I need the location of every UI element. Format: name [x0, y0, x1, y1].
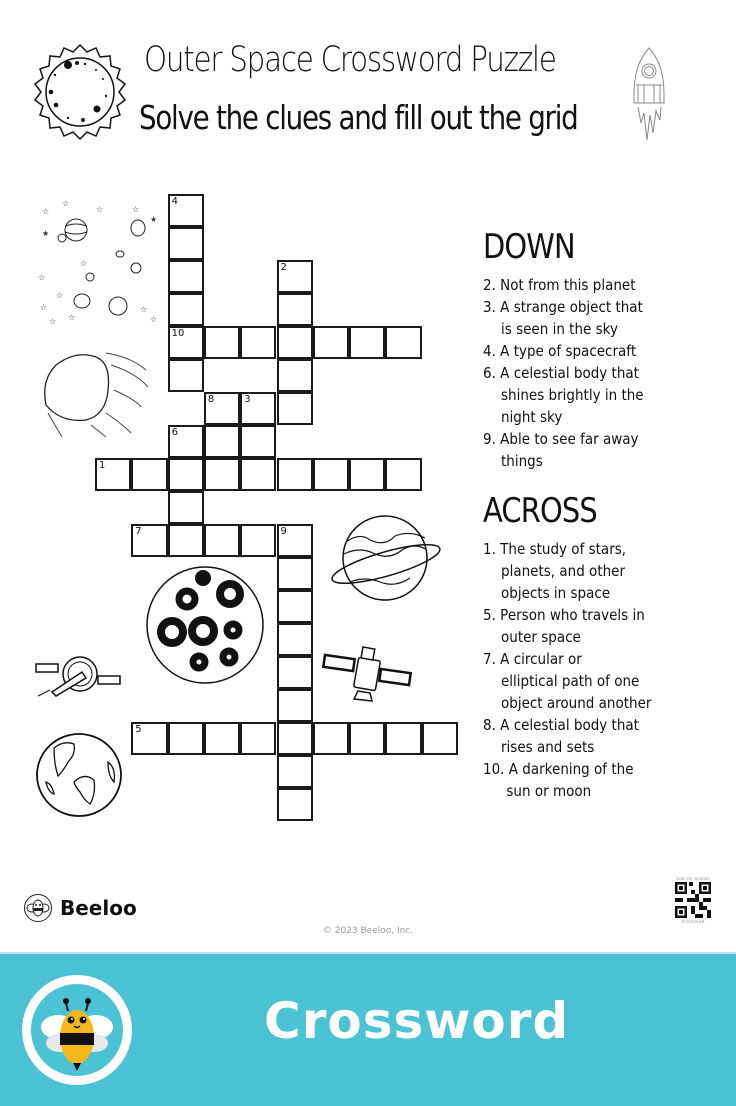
grid-cell[interactable] — [204, 524, 240, 557]
grid-cell[interactable] — [313, 722, 349, 755]
grid-cell[interactable] — [349, 326, 385, 359]
grid-cell[interactable] — [168, 722, 204, 755]
grid-cell[interactable] — [349, 458, 385, 491]
brand-name: Beeloo — [60, 896, 137, 920]
grid-cell[interactable] — [349, 722, 385, 755]
svg-text:☆: ☆ — [150, 315, 158, 324]
grid-cell[interactable] — [277, 392, 313, 425]
page-title: Outer Space Crossword Puzzle — [144, 40, 556, 80]
down-heading: DOWN — [483, 227, 575, 267]
grid-cell[interactable] — [204, 722, 240, 755]
svg-text:★: ★ — [42, 229, 50, 238]
bee-mascot-icon — [22, 975, 132, 1085]
grid-cell[interactable] — [240, 425, 276, 458]
grid-cell[interactable] — [168, 326, 204, 359]
grid-cell[interactable] — [168, 260, 204, 293]
grid-cell[interactable] — [277, 689, 313, 722]
grid-cell[interactable] — [168, 359, 204, 392]
qr-code-id: A7mnV4w9 — [681, 919, 705, 924]
grid-cell[interactable] — [168, 458, 204, 491]
grid-cell[interactable] — [313, 458, 349, 491]
across-clue-list — [483, 538, 733, 802]
clue-number: 6 — [171, 427, 178, 438]
svg-text:☆: ☆ — [42, 207, 50, 216]
clue-number: 9 — [280, 526, 287, 537]
grid-cell[interactable] — [277, 326, 313, 359]
grid-cell[interactable] — [277, 590, 313, 623]
grid-cell[interactable] — [385, 722, 421, 755]
grid-cell[interactable] — [422, 722, 458, 755]
grid-cell[interactable] — [277, 458, 313, 491]
svg-text:★: ★ — [150, 215, 158, 224]
grid-cell[interactable] — [240, 326, 276, 359]
grid-cell[interactable] — [277, 359, 313, 392]
svg-text:☆: ☆ — [56, 291, 64, 300]
clue-number: 10 — [171, 328, 185, 339]
across-clues — [483, 492, 733, 802]
grid-cell[interactable] — [168, 194, 204, 227]
grid-cell[interactable] — [385, 326, 421, 359]
copyright: © 2023 Beeloo, Inc. — [322, 926, 414, 936]
grid-cell[interactable] — [277, 260, 313, 293]
grid-cell[interactable] — [385, 458, 421, 491]
grid-cell[interactable] — [95, 458, 131, 491]
bee-logo-icon — [24, 894, 52, 922]
bee-mascot-badge — [22, 975, 132, 1085]
grid-cell[interactable] — [277, 656, 313, 689]
clue-number: 5 — [135, 724, 142, 735]
down-clue-list — [483, 274, 733, 472]
grid-cell[interactable] — [168, 524, 204, 557]
grid-cell[interactable] — [168, 293, 204, 326]
svg-text:☆: ☆ — [96, 205, 104, 214]
across-clue-7: 7. A circular or elliptical path of one object around another — [483, 650, 652, 712]
across-heading: ACROSS — [483, 491, 597, 531]
across-clue-10: 10. A darkening of the sun or moon — [483, 760, 634, 800]
across-clue-1: 1. The study of stars, planets, and other objects in space — [483, 540, 627, 602]
svg-text:☆: ☆ — [68, 313, 76, 322]
grid-cell[interactable] — [204, 458, 240, 491]
grid-cell[interactable] — [277, 524, 313, 557]
grid-cell[interactable] — [277, 623, 313, 656]
grid-cell[interactable] — [277, 557, 313, 590]
grid-cell[interactable] — [131, 458, 167, 491]
down-clue-3: 3. A strange object that is seen in the sky — [483, 298, 643, 338]
grid-cell[interactable] — [313, 326, 349, 359]
grid-cell[interactable] — [277, 788, 313, 821]
grid-cell[interactable] — [240, 722, 276, 755]
grid-cell[interactable] — [277, 755, 313, 788]
down-clues — [483, 228, 733, 472]
grid-cell[interactable] — [168, 425, 204, 458]
grid-cell[interactable] — [204, 392, 240, 425]
grid-cell[interactable] — [204, 326, 240, 359]
grid-cell[interactable] — [204, 425, 240, 458]
across-clue-8: 8. A celestial body that rises and sets — [483, 716, 639, 756]
grid-cell[interactable] — [277, 722, 313, 755]
page-subtitle: Solve the clues and fill out the grid — [139, 98, 578, 137]
clue-number: 2 — [280, 262, 287, 273]
grid-cell[interactable] — [131, 722, 167, 755]
clue-number: 4 — [171, 196, 178, 207]
clue-number: 8 — [207, 394, 215, 405]
grid-cell[interactable] — [168, 227, 204, 260]
grid-cell[interactable] — [240, 524, 276, 557]
svg-text:☆: ☆ — [132, 205, 140, 214]
grid-cell[interactable] — [240, 392, 276, 425]
down-clue-9: 9. Able to see far away things — [483, 430, 639, 470]
svg-text:☆: ☆ — [62, 200, 70, 208]
clue-number: 3 — [244, 394, 251, 405]
qr-code-icon — [675, 882, 711, 918]
down-clue-6: 6. A celestial body that shines brightly in the night sky — [483, 364, 644, 426]
grid-cell[interactable] — [131, 524, 167, 557]
svg-text:☆: ☆ — [38, 273, 46, 282]
beeloo-logo[interactable] — [24, 894, 137, 922]
svg-text:☆: ☆ — [49, 317, 57, 325]
down-clue-2: 2. Not from this planet — [483, 276, 636, 294]
down-clue-4: 4. A type of spacecraft — [483, 342, 637, 360]
svg-text:☆: ☆ — [80, 259, 88, 268]
clue-number: 1 — [99, 460, 106, 471]
grid-cell[interactable] — [277, 293, 313, 326]
svg-text:☆: ☆ — [140, 305, 148, 314]
clue-number: 7 — [135, 526, 142, 537]
svg-text:☆: ☆ — [40, 303, 48, 312]
banner-title: Crossword — [264, 992, 570, 1050]
qr-label: Scan for solution — [676, 876, 710, 881]
qr-solution[interactable] — [672, 876, 714, 924]
across-clue-5: 5. Person who travels in outer space — [483, 606, 645, 646]
grid-cell[interactable] — [240, 458, 276, 491]
grid-cell[interactable] — [168, 491, 204, 524]
